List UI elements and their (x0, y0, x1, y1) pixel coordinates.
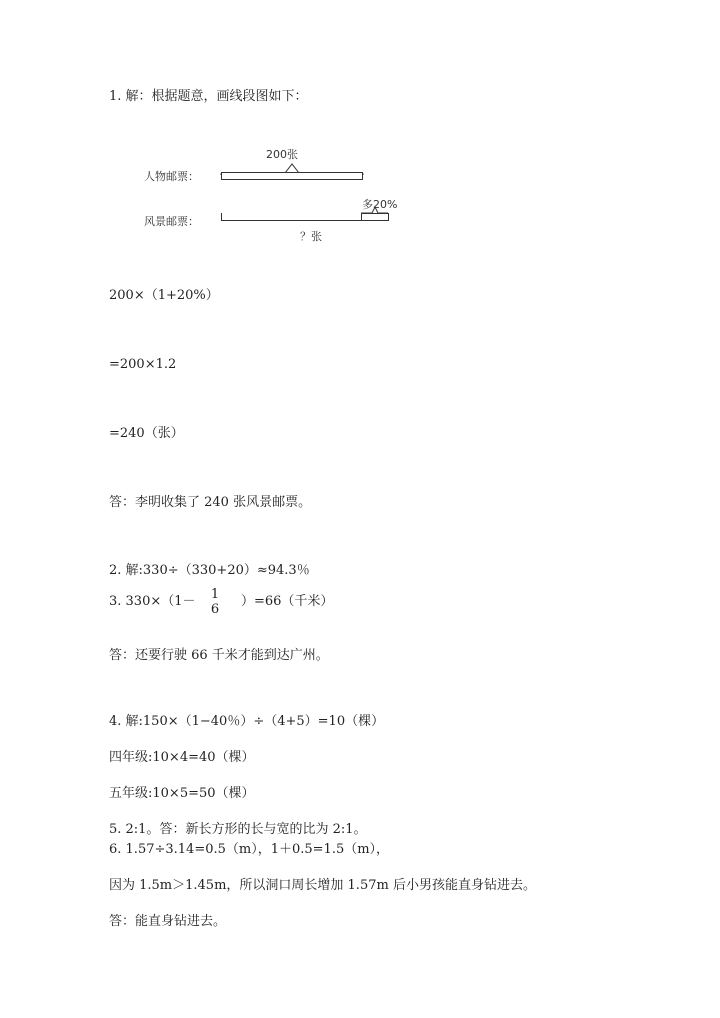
q1-intro: 1. 解：根据题意，画线段图如下： (109, 89, 308, 104)
q3-suffix: ）=66（千米） (241, 594, 334, 609)
q3-answer: 答：还要行驶 66 千米才能到达广州。 (109, 648, 329, 663)
row2-label: 风景邮票： (144, 215, 199, 228)
q6-answer: 答：能直身钻进去。 (109, 914, 227, 929)
q4-grade5: 五年级:10×5=50（棵） (109, 786, 255, 801)
q2-text: 2. 解:330÷（330+20）≈94.3％ (109, 563, 310, 578)
row1-bar (221, 172, 363, 180)
row2-left-tick (221, 213, 222, 221)
row2-extra-bar (361, 213, 389, 221)
row1-label: 人物邮票： (144, 170, 199, 183)
line-segment-diagram (140, 140, 420, 250)
q1-step2: =200×1.2 (109, 357, 177, 372)
q6-text: 6. 1.57÷3.14=0.5（m），1＋0.5=1.5（m）， (109, 842, 390, 857)
q5-text: 5. 2:1。答：新长方形的长与宽的比为 2:1。 (109, 822, 367, 837)
extra-label: 多20% (362, 198, 398, 211)
q4-text: 4. 解:150×（1−40％）÷（4+5）=10（棵） (109, 714, 385, 729)
q1-answer: 答：李明收集了 240 张风景邮票。 (109, 495, 312, 510)
q3-fraction (208, 587, 222, 617)
bottom-label: ？张 (300, 230, 322, 243)
row2-line (221, 220, 361, 221)
q3-prefix: 3. 330×（1－ (109, 594, 196, 609)
q4-grade4: 四年级:10×4=40（棵） (109, 750, 255, 765)
q6-reason: 因为 1.5m＞1.45m，所以洞口周长增加 1.57m 后小男孩能直身钻进去。 (109, 878, 536, 893)
q1-step1: 200×（1+20%） (109, 288, 219, 303)
diagram-top-label: 200张 (266, 148, 298, 161)
q3-frac-den: 6 (210, 602, 220, 617)
q3-frac-num: 1 (210, 587, 220, 602)
q1-step3: =240（张） (109, 426, 184, 441)
